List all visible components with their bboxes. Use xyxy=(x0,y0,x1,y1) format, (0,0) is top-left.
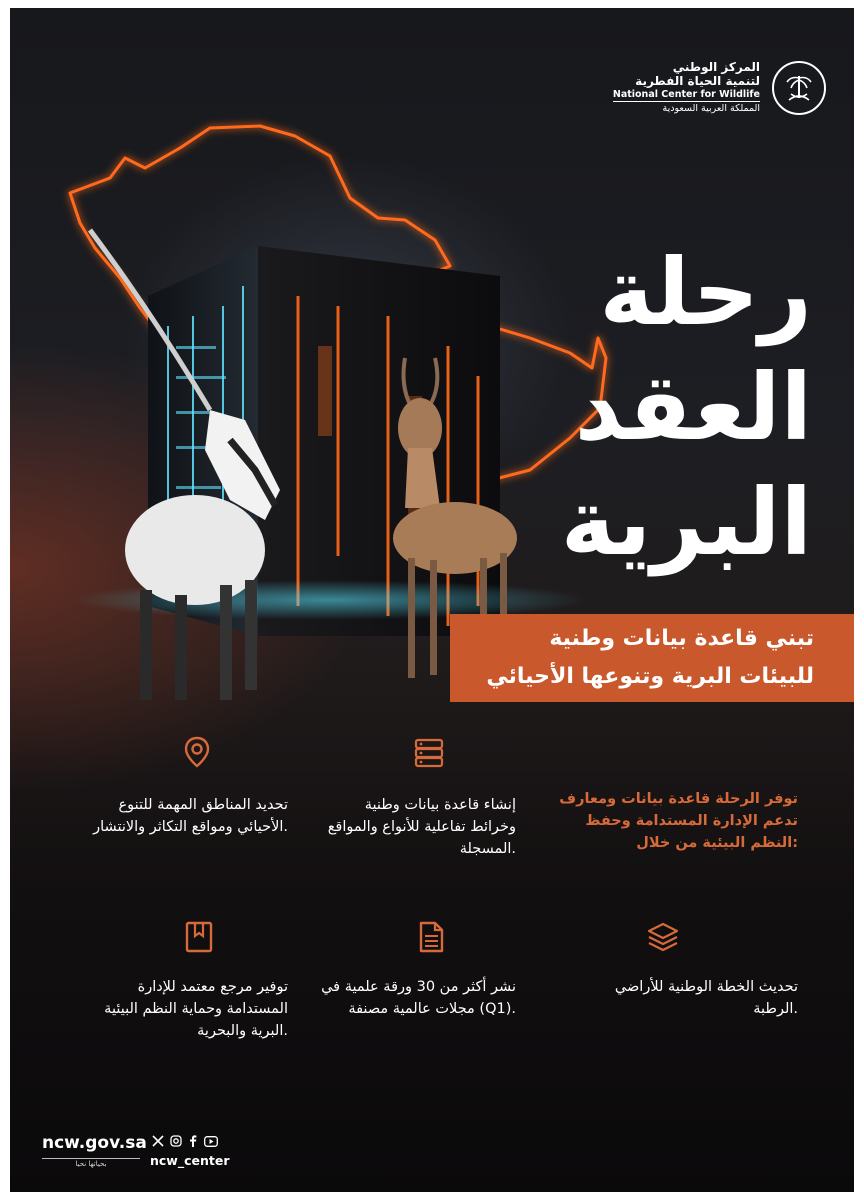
title-line-3: البرية xyxy=(560,469,812,576)
intro-text: توفر الرحلة قاعدة بيانات ومعارف تدعم الإدارة المستدامة وحفظ النظم البيئية من خلال: xyxy=(559,791,798,851)
item-biodiversity-areas: تحديد المناطق المهمة للتنوع الأحيائي ومواقع التكاثر والانتشار. xyxy=(93,797,288,835)
logo-name-en: National Center for Wildlife xyxy=(612,89,760,100)
social-handle[interactable]: ncw_center xyxy=(150,1153,230,1168)
item-publications: نشر أكثر من 30 ورقة علمية في مجلات عالمية مصنفة (Q1). xyxy=(321,979,516,1017)
location-pin-icon xyxy=(180,735,214,769)
document-icon xyxy=(414,920,448,954)
instagram-icon[interactable] xyxy=(170,1135,182,1147)
item-national-database: إنشاء قاعدة بيانات وطنية وخرائط تفاعلية للأنواع والمواقع المسجلة. xyxy=(327,797,516,857)
logo-text xyxy=(613,60,760,115)
item-reference: توفير مرجع معتمد للإدارة المستدامة وحماية النظم البيئية البرية والبحرية. xyxy=(104,979,288,1039)
layers-icon xyxy=(646,920,680,954)
title-line-2: العقد xyxy=(574,354,812,461)
website-link[interactable]: ncw.gov.sa xyxy=(42,1133,147,1153)
logo-country-ar: المملكة العربية السعودية xyxy=(613,101,760,115)
x-icon[interactable] xyxy=(152,1135,164,1147)
poster xyxy=(10,8,854,1192)
social-icons xyxy=(152,1135,218,1147)
database-icon xyxy=(412,736,446,770)
oryx-illustration xyxy=(80,220,350,710)
slogan: بحياتها نحيا xyxy=(42,1158,140,1168)
subtitle xyxy=(434,620,814,696)
logo-name-ar-line1: المركز الوطني xyxy=(672,60,760,74)
title-line-1: رحلة xyxy=(599,239,812,346)
logo-name-ar-line2: لتنمية الحياة الفطرية xyxy=(635,74,760,88)
item-wetlands-plan: تحديث الخطة الوطنية للأراضي الرطبة. xyxy=(614,979,798,1017)
book-icon xyxy=(182,920,216,954)
subtitle-line-1: تبني قاعدة بيانات وطنية xyxy=(549,626,814,651)
palm-emblem-icon xyxy=(772,61,826,115)
ncw-logo xyxy=(613,60,826,115)
youtube-icon[interactable] xyxy=(204,1136,218,1147)
subtitle-line-2: للبيئات البرية وتنوعها الأحيائي xyxy=(486,664,814,689)
facebook-icon[interactable] xyxy=(188,1135,198,1147)
